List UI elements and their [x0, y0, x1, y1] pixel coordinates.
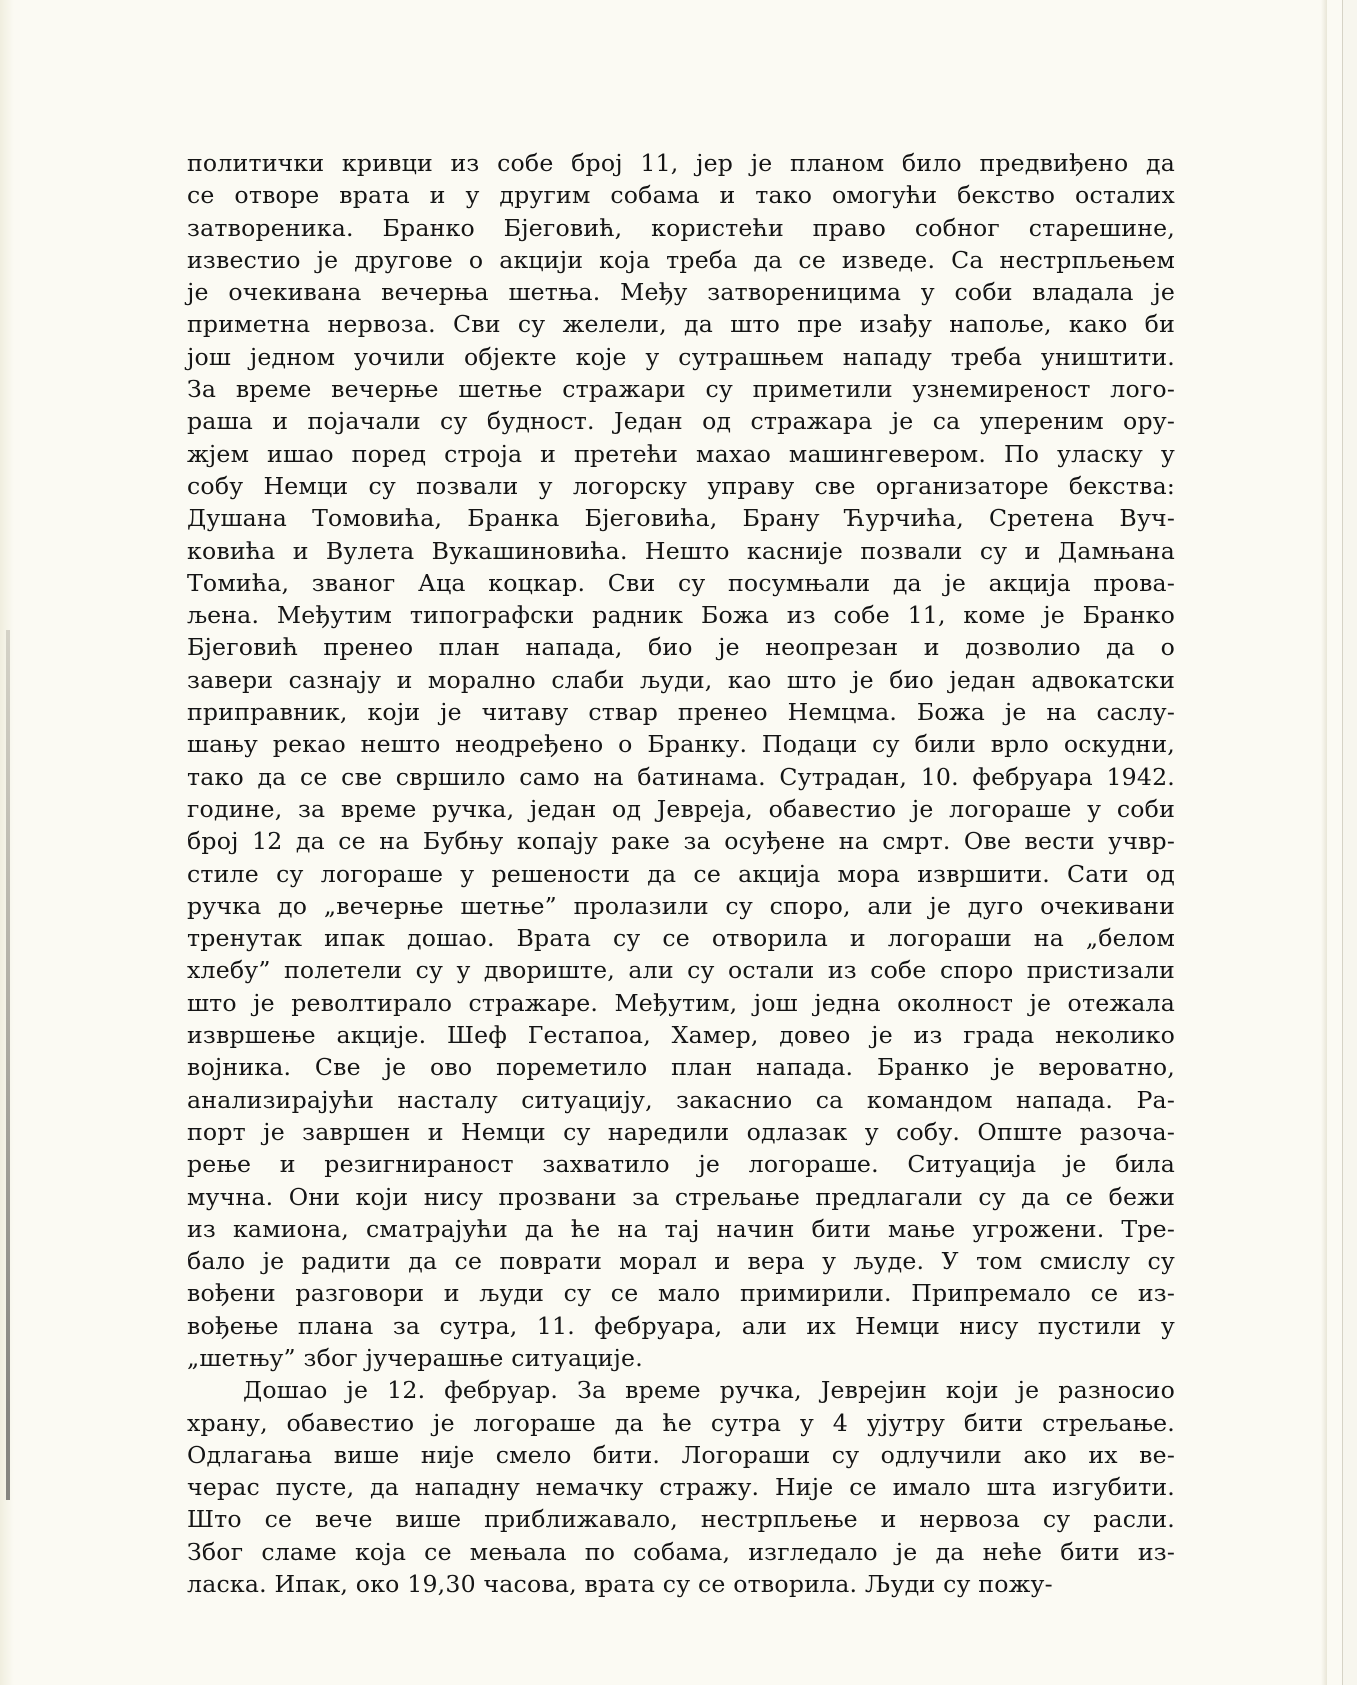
paragraph-1 [187, 147, 1175, 1374]
text-line: Душана Томовића, Бранка Бјеговића, Брану Ћурчића, Сретена Вуч- [187, 504, 1175, 533]
text-line: приметна нервоза. Сви су желели, да што пре изађу напоље, како би [187, 310, 1175, 339]
text-line: порт је завршен и Немци су наредили одлазак у собу. Опште разоча- [187, 1117, 1175, 1146]
text-line: је очекивана вечерња шетња. Међу затвореницима у соби владала је [187, 278, 1175, 307]
text-line: мучна. Они који нису прозвани за стрељање предлагали су да се бежи [187, 1182, 1175, 1211]
text-line: стиле су логораше у решености да се акција мора извршити. Сати од [187, 859, 1175, 888]
text-line: Томића, званог Аца коцкар. Сви су посумњали да је акција прова- [187, 568, 1175, 597]
text-line: завери сазнају и морално слаби људи, као што је био један адвокатски [187, 665, 1175, 694]
text-line: бало је радити да се поврати морал и вера у људе. У том смислу су [187, 1247, 1175, 1276]
text-line: Што се вече више приближавало, нестрпљење и нервоза су расли. [187, 1505, 1175, 1534]
text-line: вођени разговори и људи су се мало примирили. Припремало се из- [187, 1279, 1175, 1308]
text-line: известио је другове о акцији која треба да се изведе. Са нестрпљењем [187, 245, 1175, 274]
text-line: За време вечерње шетње стражари су приметили узнемиреност лого- [187, 375, 1175, 404]
text-line: тако да се све свршило само на батинама. Сутрадан, 10. фебруара 1942. [187, 762, 1175, 791]
text-line: собу Немци су позвали у логорску управу све организаторе бекства: [187, 471, 1175, 500]
text-line: рење и резигнираност захватило је логораше. Ситуација је била [187, 1150, 1175, 1179]
text-line: ручка до „вечерње шетње” пролазили су споро, али је дуго очекивани [187, 891, 1175, 920]
body-text [187, 147, 1175, 1600]
text-line: ковића и Вулета Вукашиновића. Нешто касније позвали су и Дамњана [187, 536, 1175, 565]
text-line: жјем ишао поред строја и претећи махао машингевером. По уласку у [187, 439, 1175, 468]
text-line: анализирајући насталу ситуацију, закаснио са командом напада. Ра- [187, 1085, 1175, 1114]
text-line: године, за време ручка, један од Јевреја, обавестио је логораше у соби [187, 794, 1175, 823]
text-line: политички кривци из собе број 11, јер је планом било предвиђено да [187, 149, 1175, 177]
paragraph-2 [187, 1374, 1175, 1600]
page-right-edge [1321, 0, 1327, 1685]
text-line: број 12 да се на Бубњу копају раке за осуђене на смрт. Ове вести учвр- [187, 827, 1175, 856]
text-line: затвореника. Бранко Бјеговић, користећи право собног старешине, [187, 213, 1175, 242]
text-line: раша и појачали су будност. Један од стражара је са уперeним ору- [187, 407, 1175, 436]
binding-shadow [6, 630, 10, 1500]
text-line: још једном уочили објекте које у сутрашњем нападу треба уништити. [187, 342, 1175, 371]
text-line: черас пусте, да нападну немачку стражу. Није се имало шта изгубити. [187, 1473, 1175, 1502]
text-line: војника. Све је ово пореметило план напада. Бранко је вероватно, [187, 1053, 1175, 1082]
text-line: шању рекао нешто неодређено о Бранку. Подаци су били врло оскудни, [187, 730, 1175, 759]
text-line: Одлагања више није смело бити. Логораши су одлучили ако их ве- [187, 1440, 1175, 1469]
text-line: хлебу” полетели су у двориште, али су остали из собе споро пристизали [187, 956, 1175, 985]
text-line: приправник, који је читаву ствар пренео Немцма. Божа је на саслу- [187, 698, 1175, 727]
text-line: извршење акције. Шеф Гестапоа, Хамер, довео је из града неколико [187, 1021, 1175, 1050]
text-line: Због сламе која се мењала по собама, изгледало је да неће бити из- [187, 1537, 1175, 1566]
text-line: „шетњу” због јучерашње ситуације. [187, 1343, 643, 1372]
text-line: храну, обавестио је логораше да ће сутра у 4 ујутру бити стрељање. [187, 1408, 1175, 1437]
text-line: Дошао је 12. фебруар. За време ручка, Јеврејин који је разносио [243, 1376, 1175, 1405]
text-line: из камиона, сматрајући да ће на тај начин бити мање угрожени. Тре- [187, 1214, 1175, 1243]
text-line: Бјеговић пренео план напада, био је неопрезан и дозволио да о [187, 633, 1175, 662]
text-line: ласка. Ипак, око 19,30 часова, врата су се отворила. Људи су пожу- [187, 1570, 1053, 1599]
text-line: се отворе врата и у другим собама и тако омогући бекство осталих [187, 181, 1175, 210]
text-line: вођење плана за сутра, 11. фебруара, али их Немци нису пустили у [187, 1311, 1175, 1340]
text-line: што је револтирало стражаре. Међутим, још једна околност је отежала [187, 988, 1175, 1017]
text-line: тренутак ипак дошао. Врата су се отворила и логораши на „белом [187, 924, 1175, 953]
text-line: љена. Међутим типографски радник Божа из собе 11, коме је Бранко [187, 601, 1175, 630]
